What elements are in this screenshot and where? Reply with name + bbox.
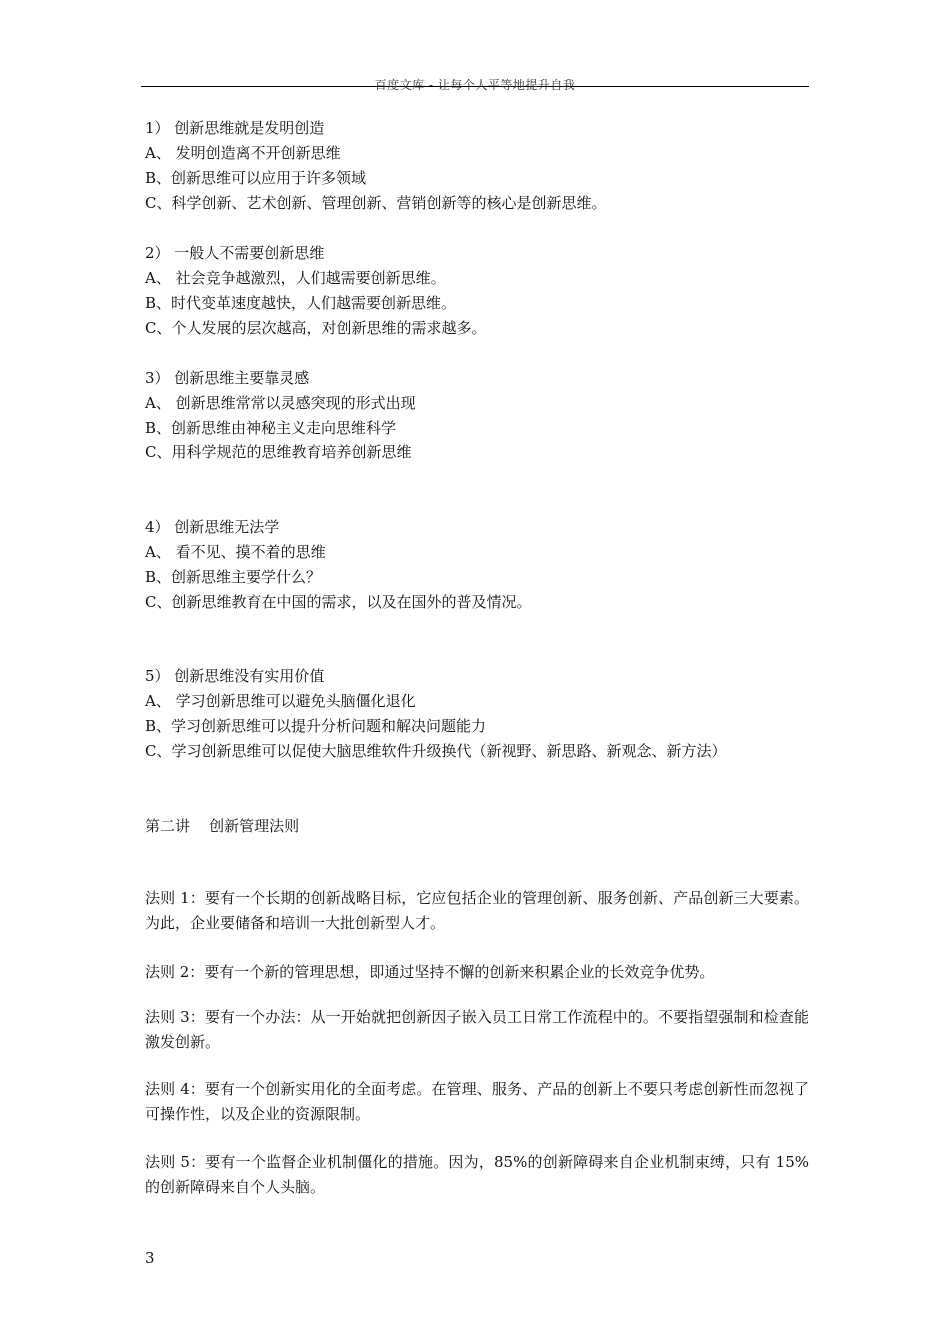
section-4-item-c: C、创新思维教育在中国的需求，以及在国外的普及情况。 <box>145 593 532 611</box>
section-5-item-a: A、 学习创新思维可以避免头脑僵化退化 <box>145 692 416 710</box>
page-header <box>141 70 809 92</box>
section-2-item-a: A、 社会竞争越激烈，人们越需要创新思维。 <box>145 269 446 287</box>
section-3-item-b: B、创新思维由神秘主义走向思维科学 <box>145 419 397 437</box>
section-4-item-a: A、 看不见、摸不着的思维 <box>145 543 326 561</box>
rule-1: 法则 1：要有一个长期的创新战略目标，它应包括企业的管理创新、服务创新、产品创新三大要素。为此，企业要储备和培训一大批创新型人才。 <box>145 889 809 932</box>
header-text: 百度文库 - 让每个人平等地提升自我 <box>374 78 576 92</box>
section-2-item-b: B、时代变革速度越快，人们越需要创新思维。 <box>145 294 457 312</box>
section-4-item-b: B、创新思维主要学什么？ <box>145 568 322 586</box>
rule-3: 法则 3：要有一个办法：从一开始就把创新因子嵌入员工日常工作流程中的。不要指望强制和检查能激发创新。 <box>145 1008 809 1051</box>
section-5-item-b: B、学习创新思维可以提升分析问题和解决问题能力 <box>145 717 487 735</box>
section-5-title: 5） 创新思维没有实用价值 <box>145 667 325 685</box>
section-1-item-a: A、 发明创造离不开创新思维 <box>145 144 341 162</box>
section-3-item-c: C、用科学规范的思维教育培养创新思维 <box>145 443 412 461</box>
page-number: 3 <box>145 1249 155 1267</box>
rule-2: 法则 2：要有一个新的管理思想，即通过坚持不懈的创新来积累企业的长效竞争优势。 <box>145 963 715 981</box>
section-3-title: 3） 创新思维主要靠灵感 <box>145 369 310 387</box>
section-1-item-c: C、科学创新、艺术创新、管理创新、营销创新等的核心是创新思维。 <box>145 194 607 212</box>
rule-5: 法则 5：要有一个监督企业机制僵化的措施。因为，85%的创新障碍来自企业机制束缚，只有 15%的创新障碍来自个人头脑。 <box>145 1153 809 1196</box>
section-1-title: 1） 创新思维就是发明创造 <box>145 119 325 137</box>
rule-4: 法则 4：要有一个创新实用化的全面考虑。在管理、服务、产品的创新上不要只考虑创新性而忽视了可操作性，以及企业的资源限制。 <box>145 1080 809 1123</box>
section-3-item-a: A、 创新思维常常以灵感突现的形式出现 <box>145 394 416 412</box>
section-1-item-b: B、创新思维可以应用于许多领域 <box>145 169 367 187</box>
section-2-item-c: C、个人发展的层次越高，对创新思维的需求越多。 <box>145 319 487 337</box>
section-5-item-c: C、学习创新思维可以促使大脑思维软件升级换代（新视野、新思路、新观念、新方法） <box>145 742 727 760</box>
section-2-title: 2） 一般人不需要创新思维 <box>145 244 325 262</box>
section-4-title: 4） 创新思维无法学 <box>145 518 280 536</box>
lecture-title: 第二讲 创新管理法则 <box>145 817 300 835</box>
